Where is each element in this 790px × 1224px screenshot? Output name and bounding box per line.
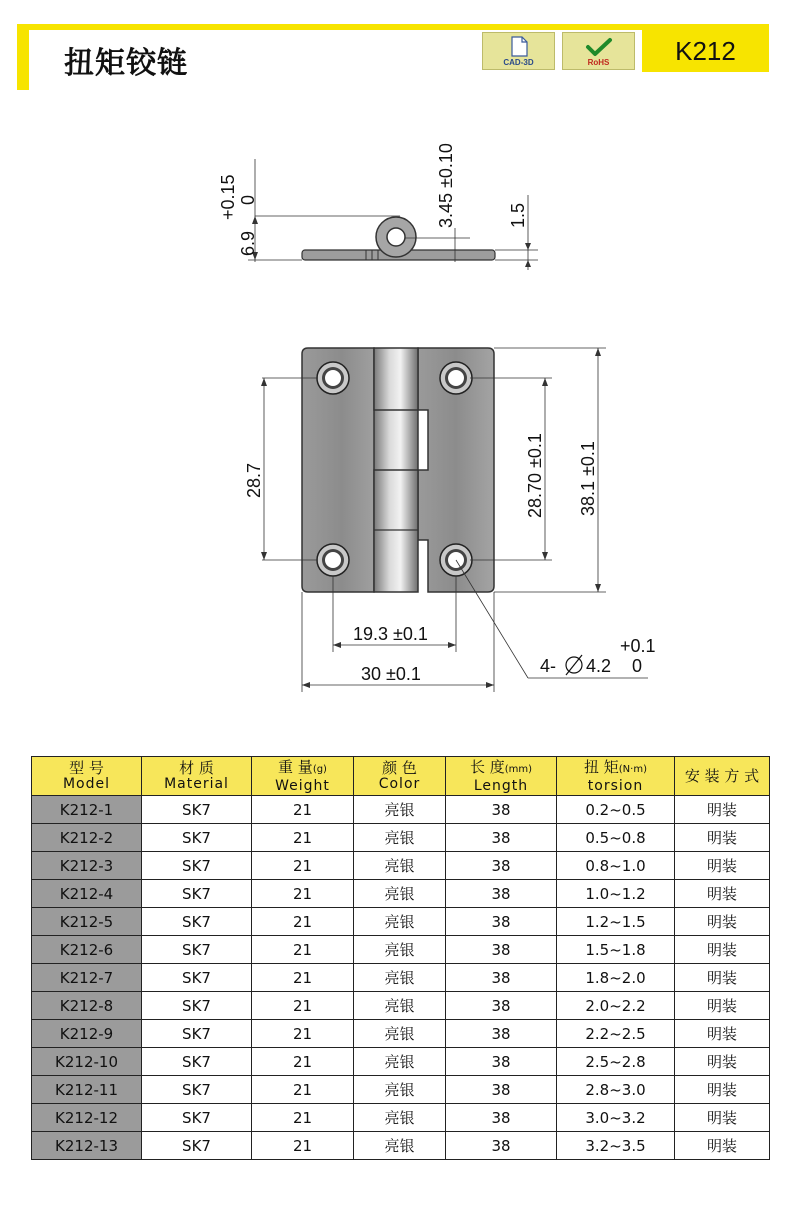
table-header-row xyxy=(32,757,770,796)
cell-torsion: 0.2~0.5 xyxy=(557,796,675,824)
cell-install: 明装 xyxy=(675,1020,770,1048)
cell-install: 明装 xyxy=(675,880,770,908)
cell-model: K212-3 xyxy=(32,852,142,880)
cell-color: 亮银 xyxy=(354,1076,446,1104)
cell-material: SK7 xyxy=(142,936,252,964)
cell-model: K212-2 xyxy=(32,824,142,852)
cell-color: 亮银 xyxy=(354,964,446,992)
cell-model: K212-8 xyxy=(32,992,142,1020)
cell-material: SK7 xyxy=(142,992,252,1020)
cell-torsion: 2.0~2.2 xyxy=(557,992,675,1020)
cell-torsion: 1.0~1.2 xyxy=(557,880,675,908)
cell-torsion: 3.0~3.2 xyxy=(557,1104,675,1132)
hole-count-prefix: 4- xyxy=(540,656,557,676)
cell-material: SK7 xyxy=(142,1048,252,1076)
cell-color: 亮银 xyxy=(354,824,446,852)
header-color: 颜 色 Color xyxy=(354,757,446,796)
cell-weight: 21 xyxy=(252,1132,354,1160)
cell-material: SK7 xyxy=(142,880,252,908)
cell-model: K212-12 xyxy=(32,1104,142,1132)
cell-color: 亮银 xyxy=(354,1104,446,1132)
hole-diameter: 4.2 xyxy=(586,656,612,676)
cell-model: K212-10 xyxy=(32,1048,142,1076)
cell-length: 38 xyxy=(446,824,557,852)
table-row xyxy=(32,1048,770,1076)
cell-weight: 21 xyxy=(252,1104,354,1132)
cad-3d-label: CAD-3D xyxy=(503,58,534,67)
cell-torsion: 1.8~2.0 xyxy=(557,964,675,992)
cell-torsion: 2.5~2.8 xyxy=(557,1048,675,1076)
table-row xyxy=(32,852,770,880)
cell-torsion: 0.8~1.0 xyxy=(557,852,675,880)
cell-weight: 21 xyxy=(252,880,354,908)
cell-install: 明装 xyxy=(675,824,770,852)
page-title: 扭矩铰链 xyxy=(64,46,188,81)
hole-width-dim: 19.3 ±0.1 xyxy=(353,624,428,644)
cell-color: 亮银 xyxy=(354,1020,446,1048)
hole-spacing-left-dim: 28.7 xyxy=(244,462,264,498)
cell-torsion: 1.5~1.8 xyxy=(557,936,675,964)
cell-model: K212-6 xyxy=(32,936,142,964)
cell-length: 38 xyxy=(446,964,557,992)
cell-material: SK7 xyxy=(142,1076,252,1104)
cell-weight: 21 xyxy=(252,1048,354,1076)
cell-weight: 21 xyxy=(252,992,354,1020)
cell-torsion: 3.2~3.5 xyxy=(557,1132,675,1160)
cell-length: 38 xyxy=(446,796,557,824)
cad-3d-badge[interactable] xyxy=(482,32,555,70)
cell-weight: 21 xyxy=(252,964,354,992)
cell-weight: 21 xyxy=(252,824,354,852)
model-code: K212 xyxy=(642,30,769,72)
cell-color: 亮银 xyxy=(354,908,446,936)
cell-install: 明装 xyxy=(675,964,770,992)
cell-material: SK7 xyxy=(142,1132,252,1160)
cell-color: 亮银 xyxy=(354,992,446,1020)
header-length: 长 度(mm) Length xyxy=(446,757,557,796)
cell-color: 亮银 xyxy=(354,1048,446,1076)
cell-install: 明装 xyxy=(675,1048,770,1076)
cell-material: SK7 xyxy=(142,1104,252,1132)
cell-model: K212-4 xyxy=(32,880,142,908)
cell-length: 38 xyxy=(446,992,557,1020)
cell-model: K212-11 xyxy=(32,1076,142,1104)
technical-drawing xyxy=(0,100,790,720)
table-row xyxy=(32,1104,770,1132)
rohs-label: RoHS xyxy=(587,58,610,67)
side-tol-upper: +0.15 xyxy=(218,174,238,220)
header-model: 型 号 Model xyxy=(32,757,142,796)
diameter-icon xyxy=(566,655,582,675)
hole-tol-upper: +0.1 xyxy=(620,636,656,656)
cell-install: 明装 xyxy=(675,1076,770,1104)
cell-install: 明装 xyxy=(675,992,770,1020)
side-thickness: 6.9 xyxy=(238,230,258,256)
cell-material: SK7 xyxy=(142,908,252,936)
cell-material: SK7 xyxy=(142,964,252,992)
cell-length: 38 xyxy=(446,852,557,880)
cell-model: K212-1 xyxy=(32,796,142,824)
cell-length: 38 xyxy=(446,1132,557,1160)
table-row xyxy=(32,908,770,936)
cell-weight: 21 xyxy=(252,1076,354,1104)
cell-install: 明装 xyxy=(675,796,770,824)
table-row xyxy=(32,796,770,824)
cell-material: SK7 xyxy=(142,824,252,852)
table-row xyxy=(32,1076,770,1104)
checkmark-icon xyxy=(563,33,636,61)
hole-spacing-right-dim: 28.70 ±0.1 xyxy=(525,433,545,518)
table-row xyxy=(32,936,770,964)
hole-tol-lower: 0 xyxy=(632,656,643,676)
cell-weight: 21 xyxy=(252,936,354,964)
cell-color: 亮银 xyxy=(354,1132,446,1160)
table-row xyxy=(32,824,770,852)
cell-install: 明装 xyxy=(675,852,770,880)
cell-material: SK7 xyxy=(142,796,252,824)
rohs-badge[interactable] xyxy=(562,32,635,70)
cell-material: SK7 xyxy=(142,1020,252,1048)
table-row xyxy=(32,880,770,908)
table-row xyxy=(32,992,770,1020)
front-view xyxy=(244,348,656,692)
cell-color: 亮银 xyxy=(354,880,446,908)
cell-model: K212-7 xyxy=(32,964,142,992)
table-row xyxy=(32,964,770,992)
header-torsion: 扭 矩(N·m) torsion xyxy=(557,757,675,796)
cell-color: 亮银 xyxy=(354,796,446,824)
header-weight: 重 量(g) Weight xyxy=(252,757,354,796)
side-tol-lower: 0 xyxy=(238,194,258,205)
cell-color: 亮银 xyxy=(354,936,446,964)
header-side-bar xyxy=(17,24,29,90)
document-icon xyxy=(483,33,556,61)
table-row xyxy=(32,1020,770,1048)
cell-weight: 21 xyxy=(252,852,354,880)
cell-install: 明装 xyxy=(675,936,770,964)
cell-material: SK7 xyxy=(142,852,252,880)
cell-model: K212-13 xyxy=(32,1132,142,1160)
cell-torsion: 2.8~3.0 xyxy=(557,1076,675,1104)
header-install: 安 装 方 式 xyxy=(675,757,770,796)
overall-width-dim: 30 ±0.1 xyxy=(361,664,421,684)
header-material: 材 质 Material xyxy=(142,757,252,796)
cell-length: 38 xyxy=(446,908,557,936)
cell-install: 明装 xyxy=(675,1104,770,1132)
cell-length: 38 xyxy=(446,1048,557,1076)
cell-weight: 21 xyxy=(252,1020,354,1048)
cell-torsion: 2.2~2.5 xyxy=(557,1020,675,1048)
cell-length: 38 xyxy=(446,880,557,908)
side-view xyxy=(218,143,538,270)
cell-install: 明装 xyxy=(675,908,770,936)
overall-height-dim: 38.1 ±0.1 xyxy=(578,441,598,516)
cell-weight: 21 xyxy=(252,796,354,824)
cell-install: 明装 xyxy=(675,1132,770,1160)
cell-length: 38 xyxy=(446,1020,557,1048)
cell-model: K212-5 xyxy=(32,908,142,936)
side-plate-dim: 1.5 xyxy=(508,202,528,228)
cell-torsion: 1.2~1.5 xyxy=(557,908,675,936)
cell-color: 亮银 xyxy=(354,852,446,880)
cell-torsion: 0.5~0.8 xyxy=(557,824,675,852)
side-pin-dim: 3.45 ±0.10 xyxy=(436,143,456,228)
cell-length: 38 xyxy=(446,1104,557,1132)
spec-table xyxy=(31,756,770,1160)
cell-length: 38 xyxy=(446,936,557,964)
table-row xyxy=(32,1132,770,1160)
cell-weight: 21 xyxy=(252,908,354,936)
cell-model: K212-9 xyxy=(32,1020,142,1048)
cell-length: 38 xyxy=(446,1076,557,1104)
